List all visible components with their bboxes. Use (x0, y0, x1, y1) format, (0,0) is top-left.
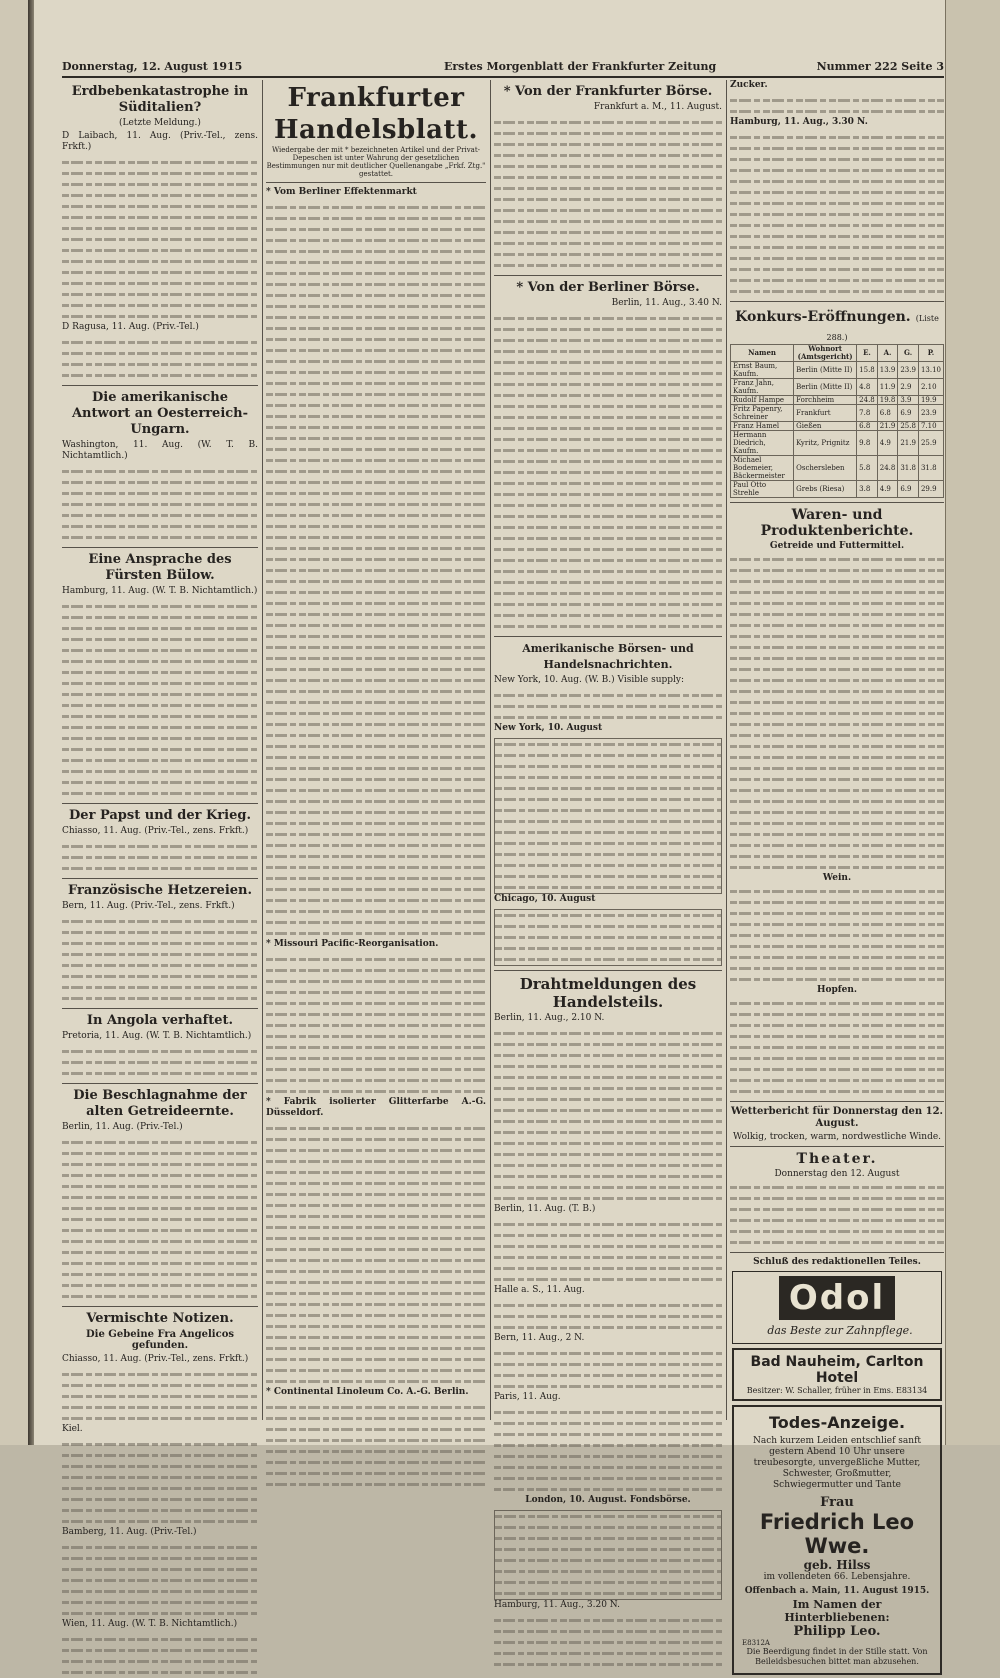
article-title: * Von der Berliner Börse. (516, 280, 700, 295)
weather-text: Wolkig, trocken, warm, nordwestliche Winde. (732, 1132, 942, 1142)
section-subtitle: Wein. (822, 873, 852, 883)
column-1 (62, 80, 258, 1629)
hotel-owner: Besitzer: W. Schaller, früher in Ems. E83134 (746, 1386, 928, 1395)
table-cell: Berlin (Mitte II) (794, 379, 857, 396)
table-cell: 29.9 (918, 481, 943, 498)
odol-slogan: das Beste zur Zahnpflege. (767, 1324, 913, 1337)
table-cell: 6.8 (877, 405, 898, 422)
table-cell: Rudolf Hampe (731, 396, 794, 405)
divider (62, 385, 258, 386)
table-cell: 5.8 (857, 456, 878, 481)
table-cell: 23.9 (898, 362, 919, 379)
table-cell: 31.8 (918, 456, 943, 481)
section-subtitle: Hopfen. (816, 985, 858, 995)
table-cell: 25.9 (918, 431, 943, 456)
table-cell: 6.8 (857, 422, 878, 431)
obituary-behalf: Im Namen der Hinterbliebenen: (784, 1598, 890, 1624)
table-cell: Kyritz, Prignitz (794, 431, 857, 456)
column-2 (266, 80, 486, 1420)
hotel-title: Bad Nauheim, Carlton Hotel (750, 1354, 924, 1386)
obituary-funeral: Die Beerdigung findet in der Stille statt. Von Beileidsbesuchen bittet man abzusehen. (746, 1647, 928, 1666)
table-cell: 2.10 (918, 379, 943, 396)
table-cell: 15.8 (857, 362, 878, 379)
table-cell: 19.8 (877, 396, 898, 405)
table-row (731, 405, 944, 422)
table-cell: Frankfurt (794, 405, 857, 422)
table-cell: 25.8 (898, 422, 919, 431)
article-lead: * Missouri Pacific-Reorganisation. (266, 939, 439, 949)
article-title: Amerikanische Börsen- und Handelsnachrichten. (522, 642, 694, 671)
article-title: Vermischte Notizen. (86, 1311, 234, 1326)
article-lead: Kiel. (62, 1424, 83, 1434)
article-lead: Hamburg, 11. Aug., 3.30 N. (730, 117, 868, 127)
article-lead: New York, 10. Aug. (W. B.) Visible supply: (494, 675, 685, 685)
obituary-maiden-name: geb. Hilss (803, 1558, 871, 1572)
table-cell: Ernst Baum, Kaufm. (731, 362, 794, 379)
table-header-cell: G. (898, 345, 919, 362)
weather-title: Wetterbericht für Donnerstag den 12. August. (730, 1106, 944, 1129)
table-cell: Forchheim (794, 396, 857, 405)
article-title: In Angola verhaftet. (86, 1013, 234, 1028)
table-row (731, 362, 944, 379)
table-label: London, 10. August. Fondsbörse. (525, 1495, 691, 1505)
table-cell: 2.9 (898, 379, 919, 396)
table-row (731, 456, 944, 481)
table-cell: 3.8 (857, 481, 878, 498)
table-cell: Paul Otto Strehle (731, 481, 794, 498)
table-cell: 13.10 (918, 362, 943, 379)
ad-odol (732, 1271, 942, 1344)
article-lead: D Ragusa, 11. Aug. (Priv.-Tel.) (62, 322, 199, 332)
article-lead: Berlin, 11. Aug. (T. B.) (494, 1204, 596, 1214)
table-cell: 23.9 (918, 405, 943, 422)
article-text-lines (62, 157, 258, 322)
table-cell: 13.9 (877, 362, 898, 379)
article-lead: * Vom Berliner Effektenmarkt (266, 187, 417, 197)
article-lead: * Continental Linoleum Co. A.-G. Berlin. (266, 1387, 469, 1397)
article-title: * Von der Frankfurter Börse. (503, 84, 713, 99)
table-cell: Hermann Diedrich, Kaufm. (731, 431, 794, 456)
obituary-name: Friedrich Leo Wwe. (759, 1510, 915, 1558)
article-title: Die Beschlagnahme der alten Getreideernte. (73, 1088, 247, 1119)
obituary-age: im vollendeten 66. Lebensjahre. (763, 1572, 911, 1582)
article-lead: D Laibach, 11. Aug. (Priv.-Tel., zens. Frkft.) (62, 131, 258, 152)
table-header-cell: Wohnort (Amtsgericht) (794, 345, 857, 362)
table-header-cell: E. (857, 345, 878, 362)
header-date: Donnerstag, 12. August 1915 (62, 60, 243, 73)
table-header-cell: P. (918, 345, 943, 362)
article-lead: Halle a. S., 11. Aug. (494, 1285, 585, 1295)
table-cell: 21.9 (877, 422, 898, 431)
list-number: (Liste 288.) (826, 314, 939, 342)
ad-hotel (732, 1348, 942, 1401)
table-cell: 21.9 (898, 431, 919, 456)
table-header-cell: A. (877, 345, 898, 362)
article-lead: Berlin, 11. Aug. (Priv.-Tel.) (62, 1122, 183, 1132)
column-rule (726, 80, 727, 1420)
article-lead: Bern, 11. Aug. (Priv.-Tel., zens. Frkft.) (62, 901, 235, 911)
table-row (731, 396, 944, 405)
table-row (731, 422, 944, 431)
article-title: Französische Hetzereien. (67, 883, 253, 898)
obituary-title: Todes-Anzeige. (768, 1413, 906, 1432)
header-page-number: Nummer 222 Seite 3 (816, 60, 944, 73)
table-cell: 4.9 (877, 431, 898, 456)
theater-date: Donnerstag den 12. August (774, 1169, 900, 1179)
table-row (731, 481, 944, 498)
column-rule (490, 80, 491, 1420)
article-lead: Bamberg, 11. Aug. (Priv.-Tel.) (62, 1527, 197, 1537)
column-rule (262, 80, 263, 1420)
section-title: Frankfurter Handelsblatt. (273, 83, 479, 145)
article-lead: Paris, 11. Aug. (494, 1392, 561, 1402)
article-lead: Frankfurt a. M., 11. August. (593, 102, 722, 112)
header-rule (62, 76, 944, 78)
commodity-table (494, 909, 722, 966)
obituary-place: Offenbach a. Main, 11. August 1915. (744, 1586, 930, 1596)
table-cell: Fritz Papenry, Schreiner (731, 405, 794, 422)
article-title: Die amerikanische Antwort an Oesterreich-Ungarn. (71, 390, 249, 437)
table-cell: 4.9 (877, 481, 898, 498)
table-cell: 11.9 (877, 379, 898, 396)
table-row (731, 379, 944, 396)
article-lead: Washington, 11. Aug. (W. T. B. Nichtamtlich.) (62, 440, 258, 461)
article-lead: Hamburg, 11. Aug. (W. T. B. Nichtamtlich.) (62, 586, 258, 596)
obituary-signer: Philipp Leo. (793, 1624, 881, 1639)
table-cell: 6.9 (898, 481, 919, 498)
article-title: Erdbebenkatastrophe in Süditalien? (71, 84, 249, 115)
odol-logo: Odol (779, 1276, 895, 1320)
article-lead: * Fabrik isolierter Glitterfarbe A.-G. Düsseldorf. (266, 1097, 486, 1118)
table-cell: 24.8 (857, 396, 878, 405)
bankruptcy-table (730, 344, 944, 498)
table-cell: 3.9 (898, 396, 919, 405)
table-header-cell: Namen (731, 345, 794, 362)
theater-title: Theater. (796, 1151, 878, 1167)
next-page-edge (945, 0, 1000, 1445)
table-cell: 7.8 (857, 405, 878, 422)
table-cell: Michael Bodemeier, Bäckermeister (731, 456, 794, 481)
column-4 (730, 80, 944, 1666)
article-lead: Chiasso, 11. Aug. (Priv.-Tel., zens. Frkft.) (62, 826, 249, 836)
table-cell: Oschersleben (794, 456, 857, 481)
table-cell: Berlin (Mitte II) (794, 362, 857, 379)
book-binding (28, 0, 34, 1445)
article-lead: Hamburg, 11. Aug., 3.20 N. (494, 1600, 620, 1610)
table-cell: Franz Hamel (731, 422, 794, 431)
table-label: New York, 10. August (494, 723, 603, 733)
table-cell: 9.8 (857, 431, 878, 456)
section-title: Konkurs-Eröffnungen. (735, 309, 911, 325)
london-table (494, 1510, 722, 1600)
table-row (731, 431, 944, 456)
article-lead: Berlin, 11. Aug., 2.10 N. (494, 1013, 605, 1023)
reprint-notice: Wiedergabe der mit * bezeichneten Artikel und der Privat-Depeschen ist unter Wahrung der gesetzlichen Bestimmungen nur mit deutlicher Quellenangabe „Frkf. Ztg." gestattet. (266, 146, 486, 178)
article-lead: Chiasso, 11. Aug. (Priv.-Tel., zens. Frkft.) (62, 1354, 249, 1364)
editorial-end: Schluß des redaktionellen Teiles. (753, 1257, 921, 1267)
article-lead: Bern, 11. Aug., 2 N. (494, 1333, 585, 1343)
column-3 (494, 80, 722, 1610)
stock-table (494, 738, 722, 894)
obituary (732, 1405, 942, 1675)
table-cell: 19.9 (918, 396, 943, 405)
table-cell: Grebs (Riesa) (794, 481, 857, 498)
table-cell: 6.9 (898, 405, 919, 422)
section-subtitle: Getreide und Futtermittel. (769, 541, 905, 551)
table-cell: Gießen (794, 422, 857, 431)
article-lead: Wien, 11. Aug. (W. T. B. Nichtamtlich.) (62, 1619, 238, 1629)
table-cell: 4.8 (857, 379, 878, 396)
article-subtitle: (Letzte Meldung.) (119, 118, 201, 128)
article-title: Der Papst und der Krieg. (69, 808, 251, 823)
table-cell: 24.8 (877, 456, 898, 481)
obituary-text: Nach kurzem Leiden entschlief sanft gestern Abend 10 Uhr unsere treubesorgte, unvergeßliche Mutter, Schwester, Großmutter, Schwiegermutter und Tante (752, 1436, 922, 1490)
page-header (62, 60, 944, 74)
table-label: Chicago, 10. August (494, 894, 596, 904)
obituary-code: E8312A (742, 1639, 770, 1647)
section-title: Waren- und Produktenberichte. (760, 507, 914, 539)
table-cell: 31.8 (898, 456, 919, 481)
article-title: Drahtmeldungen des Handelsteils. (519, 975, 697, 1011)
previous-page-edge (0, 0, 31, 1445)
article-title: Eine Ansprache des Fürsten Bülow. (88, 552, 232, 583)
obituary-frau: Frau (820, 1495, 854, 1510)
article-lead: Pretoria, 11. Aug. (W. T. B. Nichtamtlich.) (62, 1031, 252, 1041)
article-subtitle: Die Gebeine Fra Angelicos gefunden. (85, 1329, 234, 1351)
header-masthead: Erstes Morgenblatt der Frankfurter Zeitung (444, 60, 717, 73)
table-cell: 7.10 (918, 422, 943, 431)
article-lead: Zucker. (730, 80, 768, 90)
table-cell: Franz Jahn, Kaufm. (731, 379, 794, 396)
article-lead: Berlin, 11. Aug., 3.40 N. (611, 298, 722, 308)
